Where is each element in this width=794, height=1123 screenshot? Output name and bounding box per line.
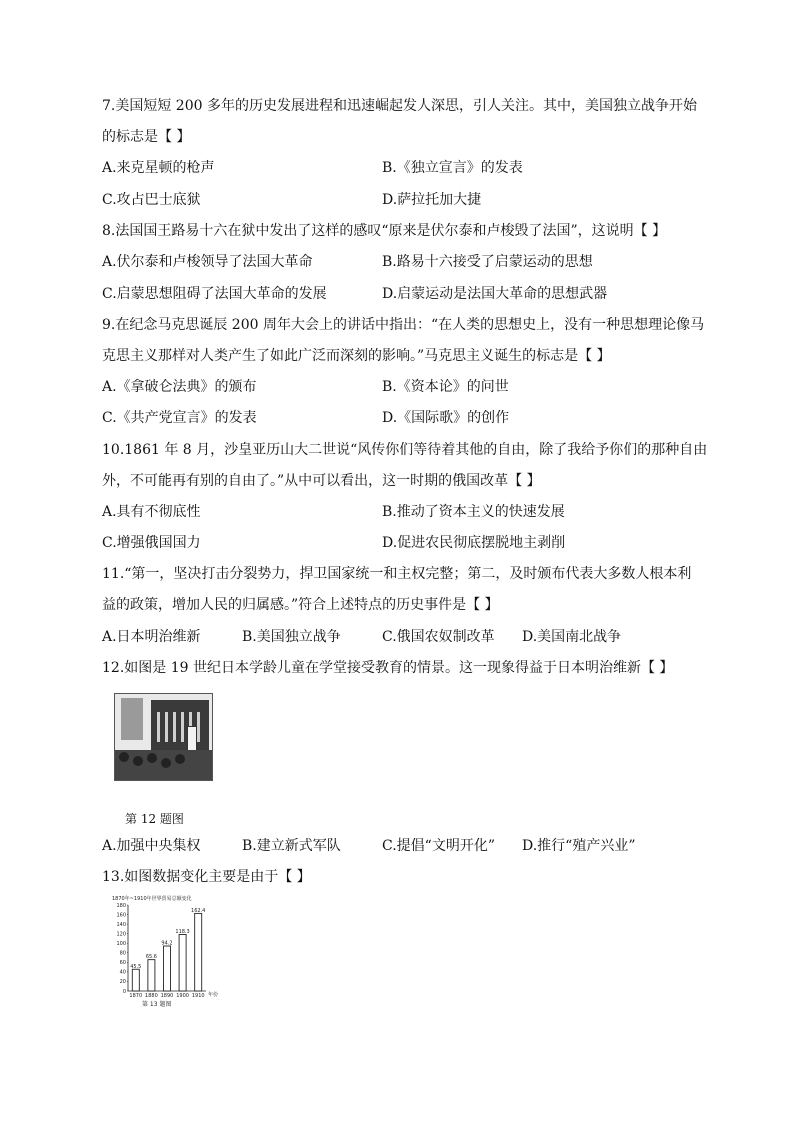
chart-y-ticks <box>116 903 128 995</box>
question-11-option-c: C.俄国农奴制改革 <box>382 629 495 645</box>
question-10-option-d: D.促进农民彻底摆脱地主剥削 <box>382 535 566 551</box>
question-7-option-b: B.《独立宣言》的发表 <box>382 160 523 176</box>
question-9-option-d: D.《国际歌》的创作 <box>382 410 510 426</box>
question-10-option-c: C.增强俄国国力 <box>102 535 201 551</box>
chart-x-unit: 年份 <box>208 992 219 998</box>
question-8-stem-line-1: 8.法国国王路易十六在狱中发出了这样的感叹“原来是伏尔泰和卢梭毁了法国”，这说明【 】 <box>102 223 667 239</box>
question-11-option-b: B.美国独立战争 <box>242 629 341 645</box>
question-12-option-d: D.推行“殖产兴业” <box>522 838 636 854</box>
chart-x-tick-label: 1910 <box>191 993 205 999</box>
question-12-stem-line-1: 12.如图是 19 世纪日本学龄儿童在学堂接受教育的情景。这一现象得益于日本明治维新【 】 <box>102 660 674 676</box>
chart-y-tick-label: 80 <box>119 950 126 957</box>
trade-total-chart <box>110 893 220 1008</box>
chart-bars <box>132 913 201 991</box>
question-9-stem-line-2: 克思主义那样对人类产生了如此广泛而深刻的影响。”马克思主义诞生的标志是【 】 <box>102 348 611 364</box>
chart-y-tick-label: 40 <box>119 969 126 976</box>
question-7-option-c: C.攻占巴士底狱 <box>102 192 201 208</box>
question-9-option-b: B.《资本论》的问世 <box>382 379 509 395</box>
chart-bar <box>132 969 139 991</box>
chart-y-tick-label: 20 <box>119 979 126 986</box>
chart-title: 1870年~1910年世界贸易总额变化 <box>112 896 192 902</box>
question-8-option-d: D.启蒙运动是法国大革命的思想武器 <box>382 286 608 302</box>
question-13-stem-line-1: 13.如图数据变化主要是由于【 】 <box>102 869 311 885</box>
question-9-option-a: A.《拿破仑法典》的颁布 <box>102 379 257 395</box>
chart-bar <box>195 913 202 991</box>
chart-value-label: 118.3 <box>175 928 190 935</box>
chart-value-label: 162.4 <box>191 907 206 914</box>
question-8-option-b: B.路易十六接受了启蒙运动的思想 <box>382 254 593 270</box>
chart-value-label: 45.5 <box>130 963 142 970</box>
question-11-option-d: D.美国南北战争 <box>522 629 622 645</box>
photo-students <box>115 750 212 780</box>
question-11-stem-line-1: 11.“第一，坚决打击分裂势力，捍卫国家统一和主权完整；第二，及时颁布代表大多数人根本利 <box>102 566 692 582</box>
question-12-option-a: A.加强中央集权 <box>102 838 201 854</box>
question-10-option-b: B.推动了资本主义的快速发展 <box>382 504 565 520</box>
figure-13-caption: 第 13 题图 <box>142 1001 172 1008</box>
chart-value-label: 65.6 <box>145 954 157 961</box>
chart-y-tick-label: 0 <box>122 988 126 995</box>
chart-bar <box>179 934 186 991</box>
question-10-stem-line-1: 10.1861 年 8 月，沙皇亚历山大二世说“风传你们等待着其他的自由，除了我给予你们的那种自由 <box>102 442 708 458</box>
question-12-option-b: B.建立新式军队 <box>242 838 341 854</box>
question-10-stem-line-2: 外，不可能再有别的自由了。”从中可以看出，这一时期的俄国改革【 】 <box>102 473 541 489</box>
question-8-option-a: A.伏尔泰和卢梭领导了法国大革命 <box>102 254 313 270</box>
chart-bar <box>163 946 170 991</box>
chart-y-tick-label: 60 <box>119 960 126 967</box>
chart-x-tick-label: 1900 <box>176 993 189 999</box>
question-10-option-a: A.具有不彻底性 <box>102 504 201 520</box>
question-9-option-c: C.《共产党宣言》的发表 <box>102 410 257 426</box>
question-8-option-c: C.启蒙思想阻碍了法国大革命的发展 <box>102 286 327 302</box>
question-7-option-d: D.萨拉托加大捷 <box>382 192 482 208</box>
question-11-stem-line-2: 益的政策，增加人民的归属感。”符合上述特点的历史事件是【 】 <box>102 597 499 613</box>
chart-y-tick-label: 180 <box>116 902 126 909</box>
chart-y-tick-label: 100 <box>116 941 126 948</box>
chart-x-tick-label: 1880 <box>145 993 158 999</box>
question-9-stem-line-1: 9.在纪念马克思诞辰 200 周年大会上的讲话中指出：“在人类的思想史上，没有一种思想理论像马 <box>102 317 705 333</box>
chart-y-tick-label: 120 <box>116 931 126 938</box>
question-7-stem-line-1: 7.美国短短 200 多年的历史发展进程和迅速崛起发人深思，引人关注。其中，美国独立战争开始 <box>102 98 697 114</box>
figure-12-caption: 第 12 题图 <box>125 812 184 826</box>
trade-chart-svg <box>110 893 220 1008</box>
question-7-stem-line-2: 的标志是【 】 <box>102 129 191 145</box>
chart-bar <box>148 960 155 991</box>
chart-y-tick-label: 160 <box>116 912 126 919</box>
question-12-option-c: C.提倡“文明开化” <box>382 838 495 854</box>
chart-x-ticks <box>129 993 204 999</box>
question-7-option-a: A.来克星顿的枪声 <box>102 160 215 176</box>
photo-pillar <box>121 698 143 740</box>
chart-y-tick-label: 140 <box>116 921 126 928</box>
chart-x-tick-label: 1890 <box>160 993 174 999</box>
chart-value-label: 94.2 <box>161 940 173 947</box>
question-11-option-a: A.日本明治维新 <box>102 629 201 645</box>
classroom-photo <box>114 693 213 781</box>
chart-x-tick-label: 1870 <box>129 993 143 999</box>
